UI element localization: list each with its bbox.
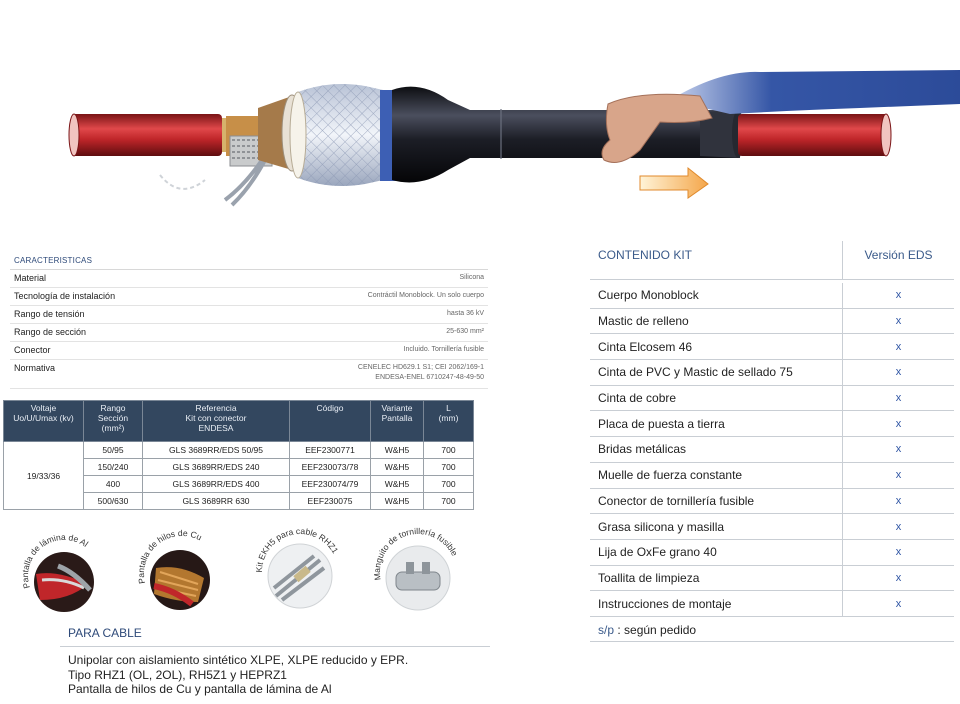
char-label: Rango de tensión xyxy=(14,309,85,319)
kit-item-name: Placa de puesta a tierra xyxy=(598,416,725,431)
col-header-voltage xyxy=(4,401,84,442)
kit-item-name: Cinta Elcosem 46 xyxy=(598,339,693,354)
length-cell: 700 xyxy=(424,442,474,459)
header-line: L xyxy=(446,403,451,413)
technician-glove xyxy=(670,70,960,114)
characteristics-title: CARACTERISTICAS xyxy=(10,254,488,270)
table-row xyxy=(4,442,474,459)
char-row-section xyxy=(10,324,488,342)
voltage-cell: 19/33/36 xyxy=(4,442,84,510)
pictogram-label: Manguito de tornillería fusible xyxy=(372,526,460,581)
header-line: Pantalla xyxy=(381,413,413,423)
cable-joint-illustration xyxy=(0,0,960,230)
char-value: ENDESA-ENEL 6710247-48-49-50 xyxy=(375,374,484,381)
para-cable-title: PARA CABLE xyxy=(68,626,142,640)
para-cable-description xyxy=(68,653,408,697)
list-item xyxy=(590,514,954,540)
char-row-installation xyxy=(10,288,488,306)
col-header-code xyxy=(290,401,371,442)
kit-item-mark: x xyxy=(842,360,954,385)
kit-item-name: Grasa silicona y masilla xyxy=(598,519,725,534)
left-cable xyxy=(72,114,222,156)
list-item xyxy=(590,386,954,412)
list-item xyxy=(590,540,954,566)
reference-cell: GLS 3689RR/EDS 50/95 xyxy=(143,442,290,459)
kit-item-mark: x xyxy=(842,309,954,334)
note-abbrev: s/p xyxy=(598,622,615,637)
reference-cell: GLS 3689RR 630 xyxy=(143,493,290,510)
kit-item-mark: x xyxy=(842,540,954,565)
kit-item-name: Muelle de fuerza constante xyxy=(598,468,743,483)
kit-header-version: Versión EDS xyxy=(842,241,954,279)
range-cell: 400 xyxy=(84,476,143,493)
char-row-standard xyxy=(10,360,488,389)
code-cell: EEF230074/79 xyxy=(290,476,371,493)
kit-item-name: Toallita de limpieza xyxy=(598,570,700,585)
kit-item-mark: x xyxy=(842,489,954,514)
kit-item-name: Cinta de PVC y Mastic de sellado 75 xyxy=(598,365,793,380)
kit-item-mark: x xyxy=(842,283,954,308)
code-cell: EEF2300771 xyxy=(290,442,371,459)
shear-bolt-connector-icon xyxy=(372,526,464,618)
variant-cell: W&H5 xyxy=(371,442,424,459)
kit-item-mark: x xyxy=(842,566,954,591)
kit-item-mark: x xyxy=(842,437,954,462)
char-value: CENELEC HD629.1 S1; CEI 2062/169-1 xyxy=(357,364,484,371)
right-cable xyxy=(738,114,888,156)
variant-cell: W&H5 xyxy=(371,459,424,476)
char-label: Tecnología de instalación xyxy=(14,291,116,301)
range-cell: 150/240 xyxy=(84,459,143,476)
kit-item-name: Cinta de cobre xyxy=(598,391,677,406)
list-item xyxy=(590,334,954,360)
reference-cell: GLS 3689RR/EDS 400 xyxy=(143,476,290,493)
variant-cell: W&H5 xyxy=(371,493,424,510)
list-item xyxy=(590,437,954,463)
header-line: Código xyxy=(316,403,344,413)
kit-header xyxy=(590,241,954,280)
range-cell: 50/95 xyxy=(84,442,143,459)
char-value: 25-630 mm² xyxy=(446,328,484,335)
kit-item-mark: x xyxy=(842,591,954,616)
header-line: Uo/U/Umax (kv) xyxy=(13,413,74,423)
divider xyxy=(60,646,490,647)
kit-item-name: Bridas metálicas xyxy=(598,442,687,457)
header-line: Voltaje xyxy=(30,403,57,413)
list-item xyxy=(590,411,954,437)
kit-item-mark: x xyxy=(842,386,954,411)
ekh5-kit-icon xyxy=(254,526,346,618)
direction-arrow xyxy=(640,168,708,198)
reference-cell: GLS 3689RR/EDS 240 xyxy=(143,459,290,476)
header-line: Rango xyxy=(100,403,126,413)
length-cell: 700 xyxy=(424,493,474,510)
char-value-group xyxy=(358,363,484,383)
kit-item-name: Mastic de relleno xyxy=(598,314,689,329)
characteristics-table xyxy=(10,254,488,389)
para-cable-line: Unipolar con aislamiento sintético XLPE, XLPE reducido y EPR. xyxy=(68,653,409,667)
header-line: ENDESA xyxy=(198,423,234,433)
cu-wire-screen-cable-icon xyxy=(136,528,228,620)
header-line: Kit con conector xyxy=(185,413,247,423)
kit-contents-table xyxy=(590,241,954,642)
list-item xyxy=(590,489,954,515)
kit-item-mark: x xyxy=(842,411,954,436)
kit-item-name: Instrucciones de montaje xyxy=(598,596,732,611)
para-cable-line: Tipo RHZ1 (OL, 2OL), RH5Z1 y HEPRZ1 xyxy=(68,667,287,682)
kit-item-name: Conector de tornillería fusible xyxy=(598,493,755,508)
char-value: Incluido. Tornillería fusible xyxy=(403,346,484,353)
para-cable-line: Pantalla de hilos de Cu y pantalla de lámina de Al xyxy=(68,682,332,696)
al-foil-screen-cable-icon xyxy=(18,530,110,622)
note-text: : según pedido xyxy=(614,622,697,637)
col-header-range xyxy=(84,401,143,442)
kit-item-mark: x xyxy=(842,514,954,539)
col-header-reference xyxy=(143,401,290,442)
char-label: Material xyxy=(14,273,47,283)
code-cell: EEF230073/78 xyxy=(290,459,371,476)
length-cell: 700 xyxy=(424,476,474,493)
header-line: (mm) xyxy=(438,413,459,423)
reference-table xyxy=(3,400,474,510)
kit-item-mark: x xyxy=(842,463,954,488)
kit-item-name: Cuerpo Monoblock xyxy=(598,288,699,303)
header-line: Variante xyxy=(381,403,413,413)
char-label: Normativa xyxy=(14,363,56,373)
length-cell: 700 xyxy=(424,459,474,476)
pictogram-label: Pantalla de hilos de Cu xyxy=(136,528,204,585)
char-label: Conector xyxy=(14,345,51,355)
list-item xyxy=(590,283,954,309)
list-item xyxy=(590,463,954,489)
range-cell: 500/630 xyxy=(84,493,143,510)
char-label: Rango de sección xyxy=(14,327,87,337)
variant-cell: W&H5 xyxy=(371,476,424,493)
char-value: Contráctil Monoblock. Un solo cuerpo xyxy=(367,292,484,299)
kit-item-name: Lija de OxFe grano 40 xyxy=(598,545,717,560)
char-row-connector xyxy=(10,342,488,360)
kit-header-content: CONTENIDO KIT xyxy=(598,248,693,262)
header-line: Sección xyxy=(97,413,129,423)
col-header-length xyxy=(424,401,474,442)
header-line: (mm²) xyxy=(101,423,125,433)
char-row-material xyxy=(10,270,488,288)
list-item xyxy=(590,566,954,592)
header-line: Referencia xyxy=(195,403,237,413)
list-item xyxy=(590,309,954,335)
code-cell: EEF230075 xyxy=(290,493,371,510)
pictogram-label: Pantalla de lámina de Al xyxy=(19,531,91,590)
kit-note xyxy=(590,617,954,642)
pictogram-label: Kit EKH5 para cable RHZ1 xyxy=(254,526,341,573)
char-value: Silicona xyxy=(459,274,484,281)
kit-item-mark: x xyxy=(842,334,954,359)
col-header-variant xyxy=(371,401,424,442)
list-item xyxy=(590,591,954,617)
char-value: hasta 36 kV xyxy=(447,310,484,317)
list-item xyxy=(590,360,954,386)
char-row-voltage xyxy=(10,306,488,324)
